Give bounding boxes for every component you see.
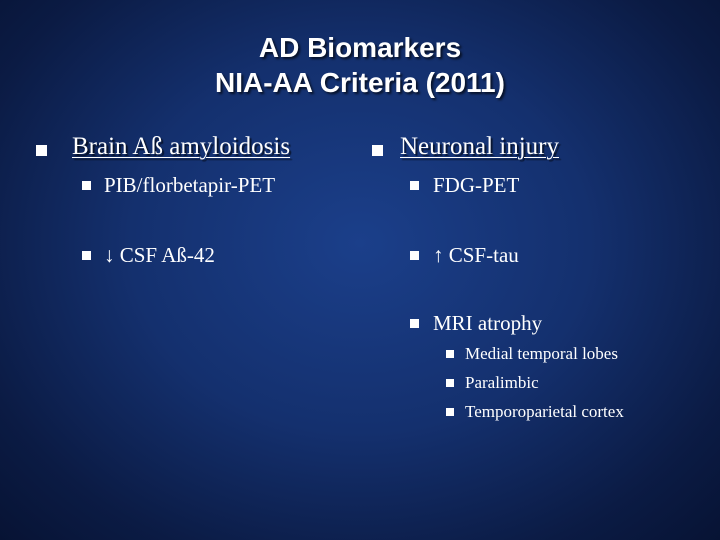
right-sub-item-3: Temporoparietal cortex — [465, 402, 624, 421]
right-column-heading: Neuronal injury — [400, 133, 559, 160]
square-bullet-icon — [410, 181, 419, 190]
square-bullet-icon — [446, 350, 454, 358]
slide-title — [0, 30, 720, 100]
left-item-1: PIB/florbetapir-PET — [104, 173, 276, 197]
square-bullet-icon — [82, 181, 91, 190]
left-column-heading: Brain Aß amyloidosis — [72, 133, 291, 160]
title-line-2: NIA-AA Criteria (2011) — [215, 67, 505, 98]
left-item-2: ↓ CSF Aß-42 — [104, 243, 215, 267]
right-item-1: FDG-PET — [433, 173, 520, 197]
square-bullet-icon — [410, 251, 419, 260]
square-bullet-icon — [372, 145, 383, 156]
title-line-1: AD Biomarkers — [258, 32, 462, 63]
right-item-3: MRI atrophy — [433, 311, 543, 335]
square-bullet-icon — [82, 251, 91, 260]
square-bullet-icon — [410, 319, 419, 328]
right-sub-item-1: Medial temporal lobes — [465, 344, 618, 363]
square-bullet-icon — [446, 379, 454, 387]
right-item-2: ↑ CSF-tau — [433, 243, 519, 267]
right-sub-item-2: Paralimbic — [465, 373, 539, 392]
square-bullet-icon — [446, 408, 454, 416]
square-bullet-icon — [36, 145, 47, 156]
